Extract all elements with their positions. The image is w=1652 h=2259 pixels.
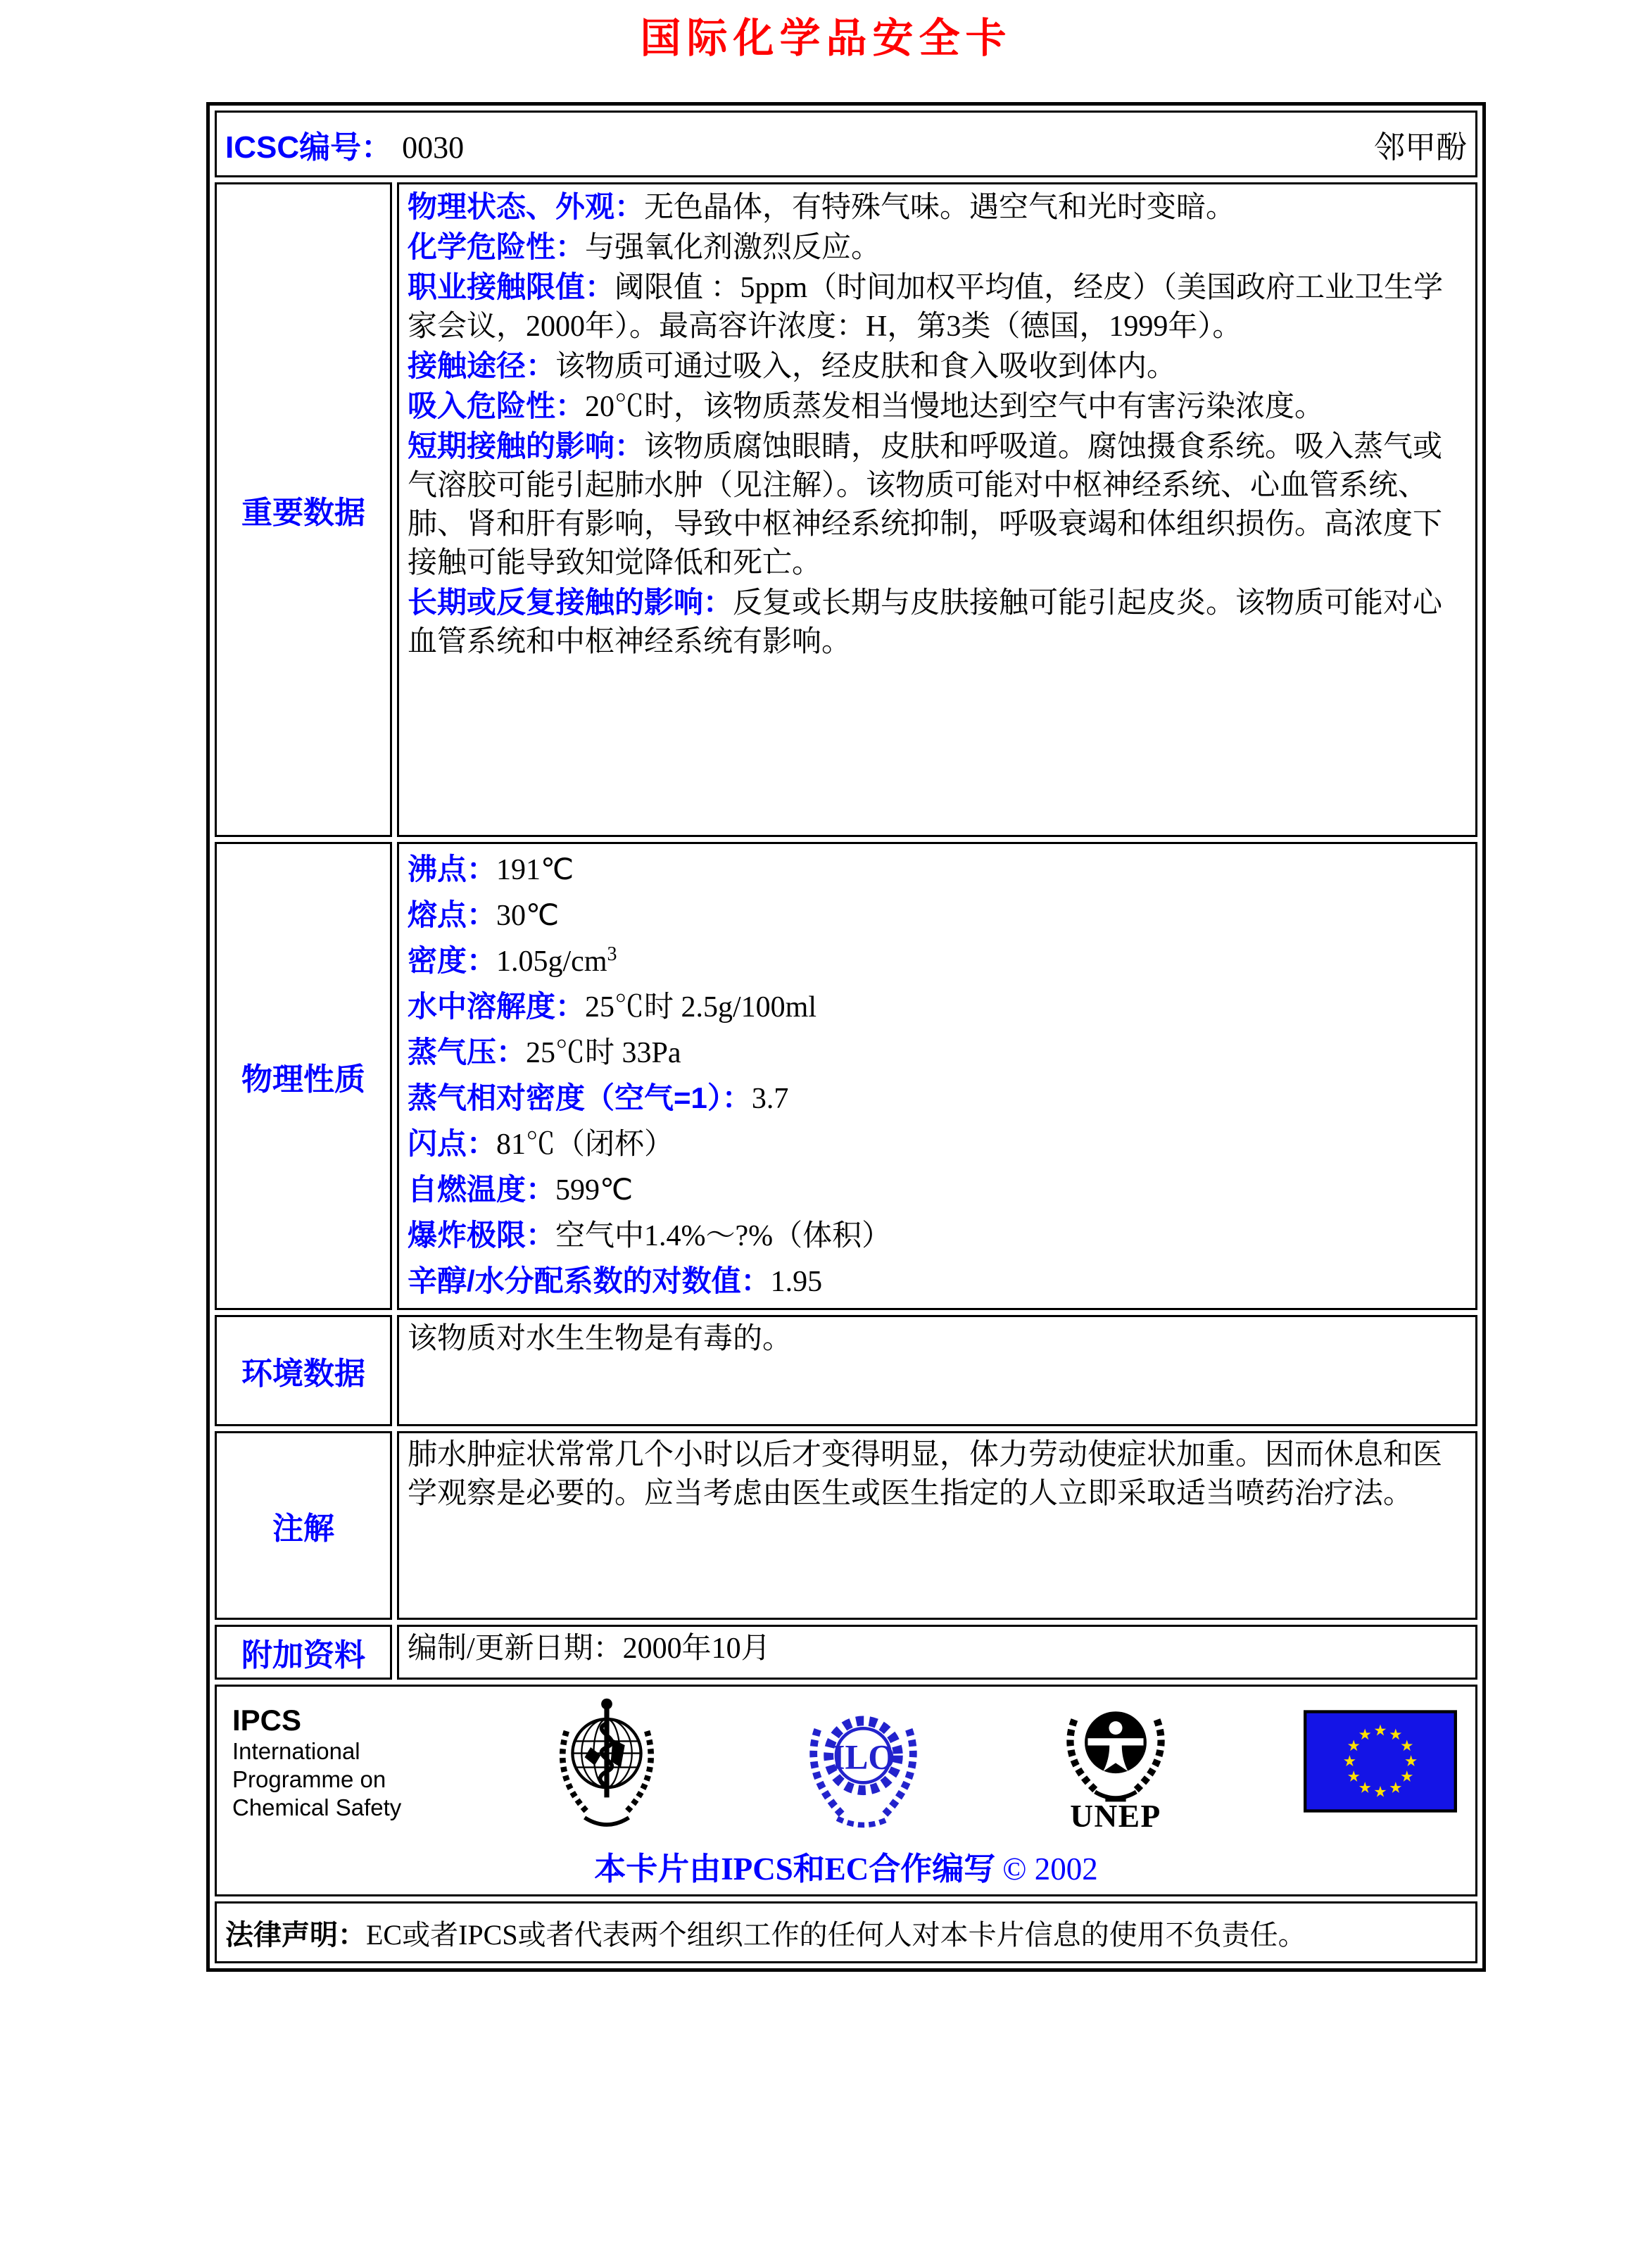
physical-properties-row <box>215 842 1477 1310</box>
header-cell <box>215 111 1477 177</box>
header-row <box>215 111 1477 177</box>
svg-text:UNEP: UNEP <box>1070 1799 1161 1833</box>
logos-row <box>215 1685 1477 1896</box>
entry-text: 该物质腐蚀眼睛，皮肤和呼吸道。腐蚀摄食系统。吸入蒸气或气溶胶可能引起肺水肿（见注解）。该物质可能对中枢神经系统、心血管系统、肺、肾和肝有影响，导致中枢神经系统抑制，呼吸衰竭和体组织损伤。高浓度下接触可能导致知觉降低和死亡。 <box>408 431 1443 579</box>
legal-label: 法律声明： <box>225 1919 366 1951</box>
copyright-text: © 2002 <box>1002 1851 1098 1887</box>
icsc-card-page <box>0 15 1652 2259</box>
entry-text: 81℃（闭杯） <box>496 1128 674 1161</box>
entry-label: 自燃温度： <box>408 1173 556 1206</box>
important-entry <box>408 427 1467 583</box>
important-data-row <box>215 182 1477 837</box>
legal-row <box>215 1901 1477 1963</box>
phys-entry <box>408 1259 1467 1304</box>
important-entry <box>408 386 1467 427</box>
ipcs-text-block <box>232 1704 415 1822</box>
entry-text: 1.05g/cm <box>496 945 607 978</box>
important-entry <box>408 227 1467 268</box>
icsc-card-table <box>206 102 1486 1972</box>
phys-entry <box>408 984 1467 1030</box>
entry-label: 沸点： <box>408 852 497 886</box>
important-data-row-label: 重要数据 <box>215 182 392 837</box>
icsc-number-value: 0030 <box>402 130 465 165</box>
important-entry <box>408 187 1467 227</box>
additional-info-row-label: 附加资料 <box>215 1625 392 1680</box>
logos-cell <box>215 1685 1477 1896</box>
eu-flag-icon <box>1304 1710 1457 1816</box>
entry-superscript: 3 <box>607 943 617 965</box>
phys-entry <box>408 1213 1467 1259</box>
important-data-content <box>397 182 1477 837</box>
entry-text: 191℃ <box>496 854 574 886</box>
phys-entry <box>408 847 1467 893</box>
additional-info-row <box>215 1625 1477 1680</box>
chemical-name: 邻甲酚 <box>1374 130 1467 165</box>
entry-label: 职业接触限值： <box>408 270 615 303</box>
entry-text: 25℃时 33Pa <box>526 1037 681 1069</box>
page-title: 国际化学品安全卡 <box>640 15 1012 61</box>
entry-label: 长期或反复接触的影响： <box>408 586 733 619</box>
credit-text: 本卡片由IPCS和EC合作编写 <box>594 1851 996 1887</box>
who-logo-icon <box>540 1691 674 1835</box>
entry-text: 空气中1.4%～?%（体积） <box>555 1220 892 1252</box>
entry-text: 与强氧化剂激烈反应。 <box>585 232 881 264</box>
entry-text: 反复或长期与皮肤接触可能引起皮炎。该物质可能对心血管系统和中枢神经系统有影响。 <box>408 587 1443 658</box>
physical-properties-row-label: 物理性质 <box>215 842 392 1310</box>
entry-text: 1.95 <box>770 1266 823 1298</box>
entry-label: 蒸气压： <box>408 1036 527 1069</box>
ipcs-line: International <box>232 1738 360 1764</box>
phys-entry <box>408 1076 1467 1121</box>
physical-properties-content <box>397 842 1477 1310</box>
important-entry <box>408 268 1467 346</box>
important-entry <box>408 583 1467 662</box>
notes-row <box>215 1431 1477 1620</box>
entry-text: 该物质可通过吸入，经皮肤和食入吸收到体内。 <box>555 351 1177 383</box>
entry-label: 蒸气相对密度（空气=1）： <box>408 1081 752 1114</box>
entry-text: 20℃时，该物质蒸发相当慢地达到空气中有害污染浓度。 <box>585 391 1325 423</box>
important-entry <box>408 346 1467 386</box>
entry-label: 吸入危险性： <box>408 389 586 422</box>
phys-entry <box>408 1030 1467 1076</box>
entry-text: 599℃ <box>555 1174 633 1207</box>
entry-text: 无色晶体，有特殊气味。遇空气和光时变暗。 <box>644 191 1236 224</box>
notes-content: 肺水肿症状常常几个小时以后才变得明显，体力劳动使症状加重。因而休息和医学观察是必要的。应当考虑由医生或医生指定的人立即采取适当喷药治疗法。 <box>397 1431 1477 1620</box>
icsc-number-group <box>225 122 464 167</box>
environmental-data-row-label: 环境数据 <box>215 1315 392 1426</box>
phys-entry <box>408 893 1467 938</box>
phys-entry-density <box>408 938 1467 984</box>
entry-text: 3.7 <box>751 1083 789 1115</box>
icsc-number-label: ICSC编号： <box>225 130 393 165</box>
entry-label: 爆炸极限： <box>408 1219 556 1252</box>
ilo-logo-icon <box>798 1692 928 1833</box>
ipcs-line: Programme on <box>232 1766 386 1792</box>
entry-label: 辛醇/水分配系数的对数值： <box>408 1264 771 1297</box>
svg-text:ILO: ILO <box>831 1737 895 1777</box>
phys-entry <box>408 1121 1467 1167</box>
legal-cell <box>215 1901 1477 1963</box>
phys-entry <box>408 1167 1467 1213</box>
entry-text: 阈限值 ：5ppm（时间加权平均值，经皮）（美国政府工业卫生学家会议，2000年）。最高容许浓度：H，第3类（德国，1999年）。 <box>408 272 1444 343</box>
unep-logo-icon <box>1052 1689 1179 1837</box>
credit-line <box>228 1843 1464 1889</box>
ipcs-line: Chemical Safety <box>232 1794 402 1820</box>
entry-label: 短期接触的影响： <box>408 429 645 463</box>
legal-text: EC或者IPCS或者代表两个组织工作的任何人对本卡片信息的使用不负责任。 <box>366 1918 1306 1951</box>
entry-label: 闪点： <box>408 1127 497 1160</box>
notes-row-label: 注解 <box>215 1431 392 1620</box>
entry-label: 物理状态、外观： <box>408 190 645 223</box>
ipcs-title: IPCS <box>232 1704 302 1737</box>
additional-info-content: 编制/更新日期：2000年10月 <box>397 1625 1477 1680</box>
entry-label: 接触途径： <box>408 349 556 382</box>
entry-text: 30℃ <box>496 900 560 932</box>
entry-label: 化学危险性： <box>408 230 586 263</box>
entry-label: 水中溶解度： <box>408 990 586 1023</box>
environmental-data-content: 该物质对水生生物是有毒的。 <box>397 1315 1477 1426</box>
entry-label: 密度： <box>408 944 497 977</box>
entry-text: 25℃时 2.5g/100ml <box>585 991 817 1024</box>
entry-label: 熔点： <box>408 898 497 931</box>
environmental-data-row <box>215 1315 1477 1426</box>
